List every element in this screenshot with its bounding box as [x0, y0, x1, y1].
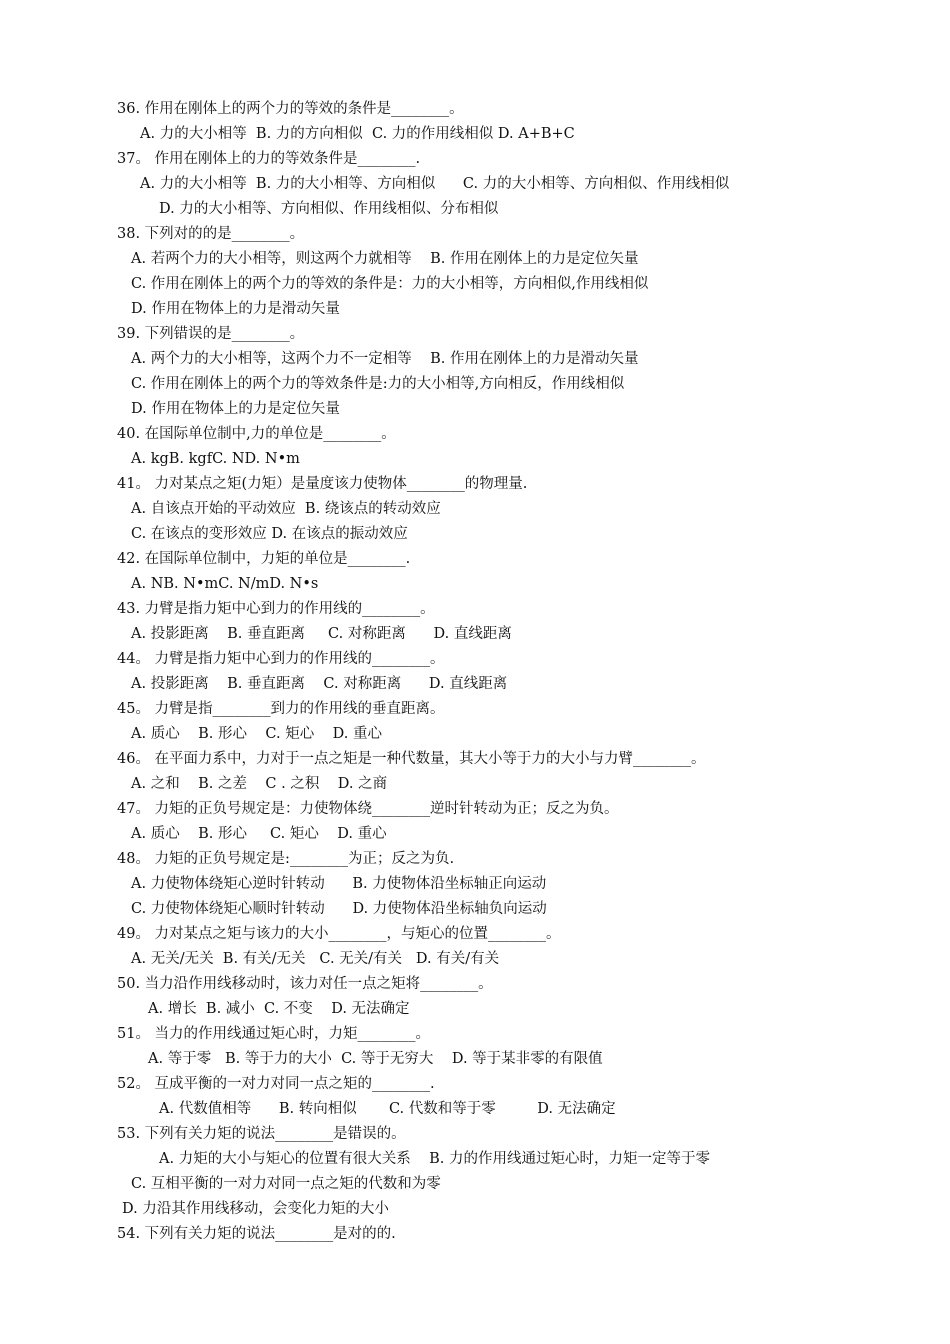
options-37-a: A. 力的大小相等 B. 力的大小相等、方向相似 C. 力的大小相等、方向相似、作用线相似 [140, 176, 730, 192]
question-48: 48。 力矩的正负号规定是:________为正；反之为负. [117, 851, 455, 867]
options-45: A. 质心 B. 形心 C. 矩心 D. 重心 [131, 726, 382, 742]
options-46: A. 之和 B. 之差 C . 之积 D. 之商 [131, 776, 388, 792]
options-48-b: C. 力使物体绕矩心顺时针转动 D. 力使物体沿坐标轴负向运动 [131, 901, 547, 917]
options-47: A. 质心 B. 形心 C. 矩心 D. 重心 [131, 826, 387, 842]
question-37: 37。 作用在刚体上的力的等效条件是________. [117, 151, 421, 167]
options-43: A. 投影距离 B. 垂直距离 C. 对称距离 D. 直线距离 [131, 626, 512, 642]
options-41-b: C. 在该点的变形效应 D. 在该点的振动效应 [131, 526, 408, 542]
options-53-b: C. 互相平衡的一对力对同一点之矩的代数和为零 [131, 1176, 441, 1192]
options-39-b: C. 作用在刚体上的两个力的等效条件是:力的大小相等,方向相反，作用线相似 [131, 376, 625, 392]
options-51: A. 等于零 B. 等于力的大小 C. 等于无穷大 D. 等于某非零的有限值 [148, 1051, 603, 1067]
options-36: A. 力的大小相等 B. 力的方向相似 C. 力的作用线相似 D. A+B+C [140, 126, 575, 142]
options-39-c: D. 作用在物体上的力是定位矢量 [131, 401, 340, 417]
question-54: 54. 下列有关力矩的说法________是对的的. [117, 1226, 396, 1242]
question-46: 46。 在平面力系中，力对于一点之矩是一种代数量，其大小等于力的大小与力臂________。 [117, 751, 706, 767]
question-42: 42. 在国际单位制中，力矩的单位是________. [117, 551, 411, 567]
question-51: 51。 当力的作用线通过矩心时，力矩________。 [117, 1026, 431, 1042]
options-52: A. 代数值相等 B. 转向相似 C. 代数和等于零 D. 无法确定 [159, 1101, 616, 1117]
question-40: 40. 在国际单位制中,力的单位是________。 [117, 426, 396, 442]
options-38-a: A. 若两个力的大小相等，则这两个力就相等 B. 作用在刚体上的力是定位矢量 [131, 251, 639, 267]
question-47: 47。 力矩的正负号规定是：力使物体绕________逆时针转动为正；反之为负。 [117, 801, 619, 817]
question-43: 43. 力臂是指力矩中心到力的作用线的________。 [117, 601, 435, 617]
question-53: 53. 下列有关力矩的说法________是错误的。 [117, 1126, 406, 1142]
options-48-a: A. 力使物体绕矩心逆时针转动 B. 力使物体沿坐标轴正向运动 [131, 876, 547, 892]
question-50: 50. 当力沿作用线移动时，该力对任一点之矩将________。 [117, 976, 493, 992]
options-41-a: A. 自该点开始的平动效应 B. 绕该点的转动效应 [131, 501, 441, 517]
question-41: 41。 力对某点之矩(力矩）是量度该力使物体________的物理量. [117, 476, 528, 492]
question-36: 36. 作用在刚体上的两个力的等效的条件是________。 [117, 101, 464, 117]
question-45: 45。 力臂是指________到力的作用线的垂直距离。 [117, 701, 445, 717]
options-42: A. NB. N•mC. N/mD. N•s [131, 576, 319, 592]
options-39-a: A. 两个力的大小相等，这两个力不一定相等 B. 作用在刚体上的力是滑动矢量 [131, 351, 639, 367]
options-38-b: C. 作用在刚体上的两个力的等效的条件是：力的大小相等，方向相似,作用线相似 [131, 276, 649, 292]
options-44: A. 投影距离 B. 垂直距离 C. 对称距离 D. 直线距离 [131, 676, 508, 692]
options-37-b: D. 力的大小相等、方向相似、作用线相似、分布相似 [159, 201, 499, 217]
question-49: 49。 力对某点之矩与该力的大小________，与矩心的位置________。 [117, 926, 561, 942]
question-52: 52。 互成平衡的一对力对同一点之矩的________. [117, 1076, 435, 1092]
question-39: 39. 下列错误的是________。 [117, 326, 305, 342]
question-44: 44。 力臂是指力矩中心到力的作用线的________。 [117, 651, 445, 667]
question-38: 38. 下列对的的是________。 [117, 226, 305, 242]
options-53-c: D. 力沿其作用线移动，会变化力矩的大小 [122, 1201, 389, 1217]
options-53-a: A. 力矩的大小与矩心的位置有很大关系 B. 力的作用线通过矩心时，力矩一定等于零 [159, 1151, 710, 1167]
options-50: A. 增长 B. 减小 C. 不变 D. 无法确定 [148, 1001, 410, 1017]
options-40: A. kgB. kgfC. ND. N•m [131, 451, 300, 467]
options-49: A. 无关/无关 B. 有关/无关 C. 无关/有关 D. 有关/有关 [131, 951, 500, 967]
options-38-c: D. 作用在物体上的力是滑动矢量 [131, 301, 340, 317]
